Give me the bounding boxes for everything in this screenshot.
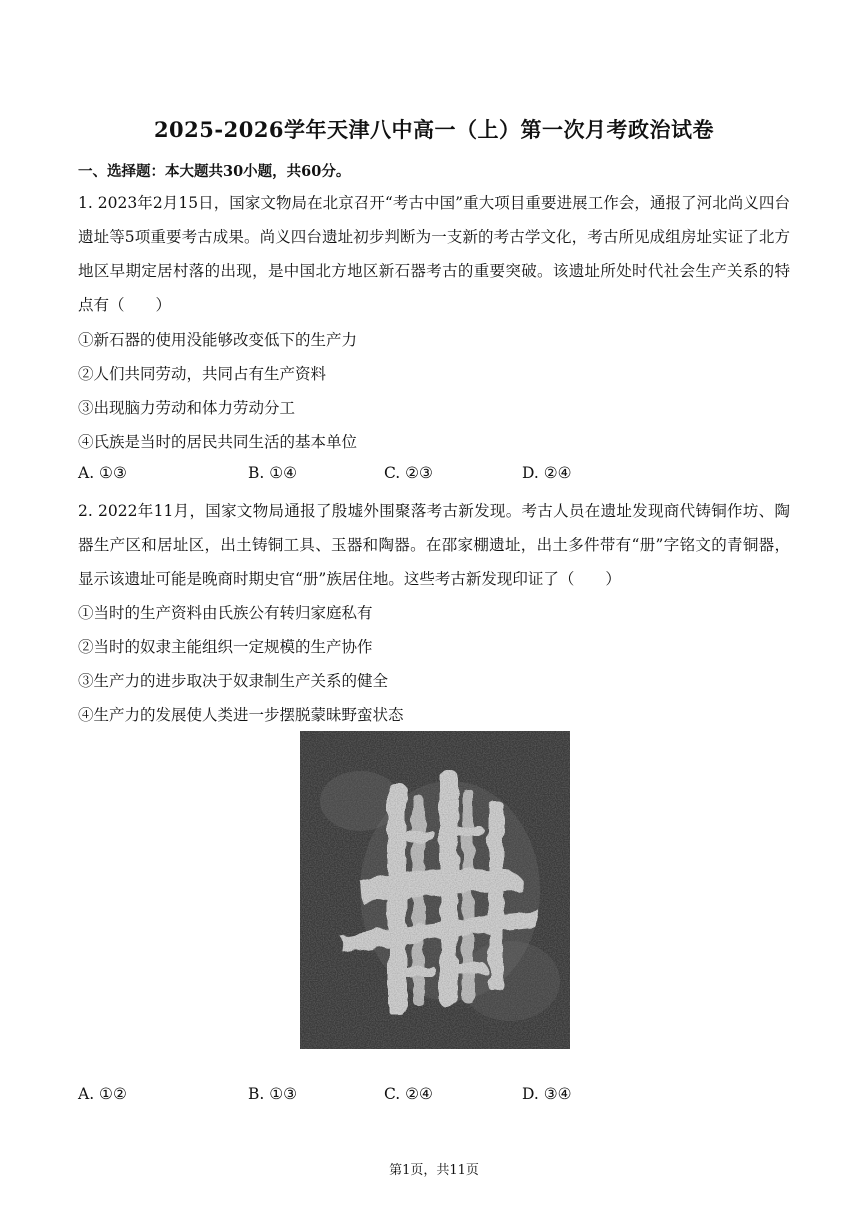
question-1-options: [78, 464, 778, 486]
question-1-statement-1: ①新石器的使用没能够改变低下的生产力: [78, 331, 358, 349]
question-2-options: [78, 1085, 778, 1107]
question-1-stem: 1. 2023年2月15日，国家文物局在北京召开“考古中国”重大项目重要进展工作会，通报了河北尚义四台遗址等5项重要考古成果。尚义四台遗址初步判断为一支新的考古学文化，考古所见成组房址实证了北方地区早期定居村落的出现，是中国北方地区新石器考古的重要突破。该遗址所处时代社会生产关系的特点有（ ）: [78, 194, 790, 314]
question-1-statement-4: ④氏族是当时的居民共同生活的基本单位: [78, 433, 358, 451]
question-2-statement-3: ③生产力的进步取决于奴隶制生产关系的健全: [78, 672, 389, 690]
question-2-option-b[interactable]: B. ①③: [248, 1085, 298, 1103]
question-2-stem: 2. 2022年11月，国家文物局通报了殷墟外围聚落考古新发现。考古人员在遗址发现商代铸铜作坊、陶器生产区和居址区，出土铸铜工具、玉器和陶器。在邵家棚遗址，出土多件带有“册”字铭文的青铜器，显示该遗址可能是晚商时期史官“册”族居住地。这些考古新发现印证了（ ）: [78, 502, 790, 588]
question-1-option-a[interactable]: A. ①③: [78, 464, 127, 482]
question-2-option-a[interactable]: A. ①②: [78, 1085, 127, 1103]
question-1-option-c[interactable]: C. ②③: [384, 464, 433, 482]
page-footer: 第1页，共11页: [389, 1163, 479, 1178]
question-1-statement-3: ③出现脑力劳动和体力劳动分工: [78, 399, 296, 417]
question-2-statement-1: ①当时的生产资料由氏族公有转归家庭私有: [78, 604, 373, 622]
bronze-inscription-rubbing-image: [300, 731, 570, 1049]
question-1-option-b[interactable]: B. ①④: [248, 464, 298, 482]
question-1-statement-2: ②人们共同劳动，共同占有生产资料: [78, 365, 327, 383]
question-1-option-d[interactable]: D. ②④: [522, 464, 572, 482]
question-2-option-d[interactable]: D. ③④: [522, 1085, 572, 1103]
section-heading: 一、选择题：本大题共30小题，共60分。: [78, 163, 351, 180]
exam-title: 2025-2026学年天津八中高一（上）第一次月考政治试卷: [153, 117, 715, 142]
question-2-statement-4: ④生产力的发展使人类进一步摆脱蒙昧野蛮状态: [78, 706, 404, 724]
question-2-option-c[interactable]: C. ②④: [384, 1085, 433, 1103]
question-2-statement-2: ②当时的奴隶主能组织一定规模的生产协作: [78, 638, 373, 656]
